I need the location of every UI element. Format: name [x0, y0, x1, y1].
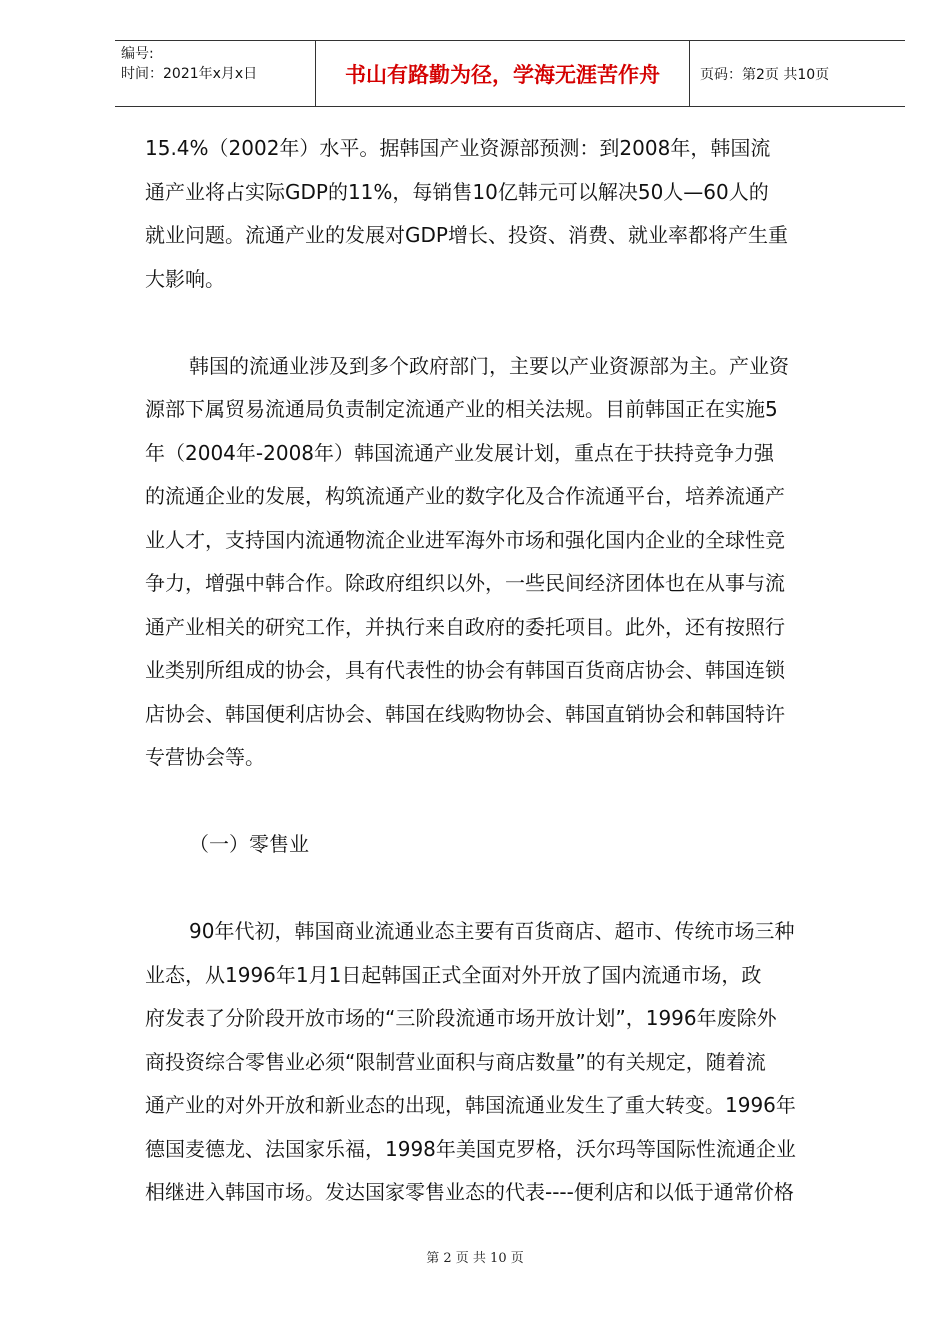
text-line: 业人才，支持国内流通物流企业进军海外市场和强化国内企业的全球性竞 — [145, 527, 785, 552]
header-motto: 书山有路勤为径，学海无涯苦作舟 — [316, 41, 690, 106]
text-line: 业类别所组成的协会，具有代表性的协会有韩国百货商店协会、韩国连锁 — [145, 658, 785, 682]
paragraph-3 — [145, 910, 885, 1215]
text-line: 的流通企业的发展，构筑流通产业的数字化及合作流通平台，培养流通产 — [145, 484, 785, 508]
text-line: 源部下属贸易流通局负责制定流通产业的相关法规。目前韩国正在实施5 — [145, 397, 778, 421]
page-footer: 第 2 页 共 10 页 — [426, 1251, 524, 1266]
paragraph-1 — [145, 127, 885, 301]
text-line: 通产业相关的研究工作，并执行来自政府的委托项目。此外，还有按照行 — [145, 614, 785, 639]
text-line: 韩国的流通业涉及到多个政府部门，主要以产业资源部为主。产业资 — [189, 353, 789, 378]
text-line: 通产业的对外开放和新业态的出现，韩国流通业发生了重大转变。1996年 — [145, 1093, 796, 1117]
text-line: 专营协会等。 — [145, 745, 265, 769]
text-line: 15.4%（2002年）水平。据韩国产业资源部预测：到2008年，韩国流 — [145, 136, 771, 160]
text-line: 相继进入韩国市场。发达国家零售业态的代表----便利店和以低于通常价格 — [145, 1180, 794, 1204]
text-line: 通产业将占实际GDP的11%，每销售10亿韩元可以解决50人—60人的 — [145, 179, 769, 204]
text-line: 就业问题。流通产业的发展对GDP增长、投资、消费、就业率都将产生重 — [145, 223, 788, 247]
text-line: 年（2004年-2008年）韩国流通产业发展计划，重点在于扶持竞争力强 — [145, 440, 775, 465]
text-line: 府发表了分阶段开放市场的“三阶段流通市场开放计划”，1996年废除外 — [145, 1006, 777, 1030]
header-meta — [115, 41, 316, 106]
serial-label: 编号: — [121, 46, 154, 62]
paragraph-2 — [145, 345, 885, 780]
text-line: 德国麦德龙、法国家乐福，1998年美国克罗格，沃尔玛等国际性流通企业 — [145, 1136, 796, 1161]
document-body — [145, 127, 885, 1215]
text-line: 争力，增强中韩合作。除政府组织以外，一些民间经济团体也在从事与流 — [145, 571, 785, 595]
page-header — [115, 40, 905, 107]
header-page-info: 页码：第2页 共10页 — [700, 66, 830, 83]
text-line: 大影响。 — [145, 266, 225, 291]
text-line: 90年代初，韩国商业流通业态主要有百货商店、超市、传统市场三种 — [189, 919, 795, 943]
text-line: 店协会、韩国便利店协会、韩国在线购物协会、韩国直销协会和韩国特许 — [145, 701, 785, 726]
text-line: 商投资综合零售业必须“限制营业面积与商店数量”的有关规定，随着流 — [145, 1049, 766, 1074]
time-label: 时间：2021年x月x日 — [121, 66, 258, 82]
section-heading: （一）零售业 — [189, 832, 309, 856]
text-line: 业态，从1996年1月1日起韩国正式全面对外开放了国内流通市场，政 — [145, 962, 762, 987]
